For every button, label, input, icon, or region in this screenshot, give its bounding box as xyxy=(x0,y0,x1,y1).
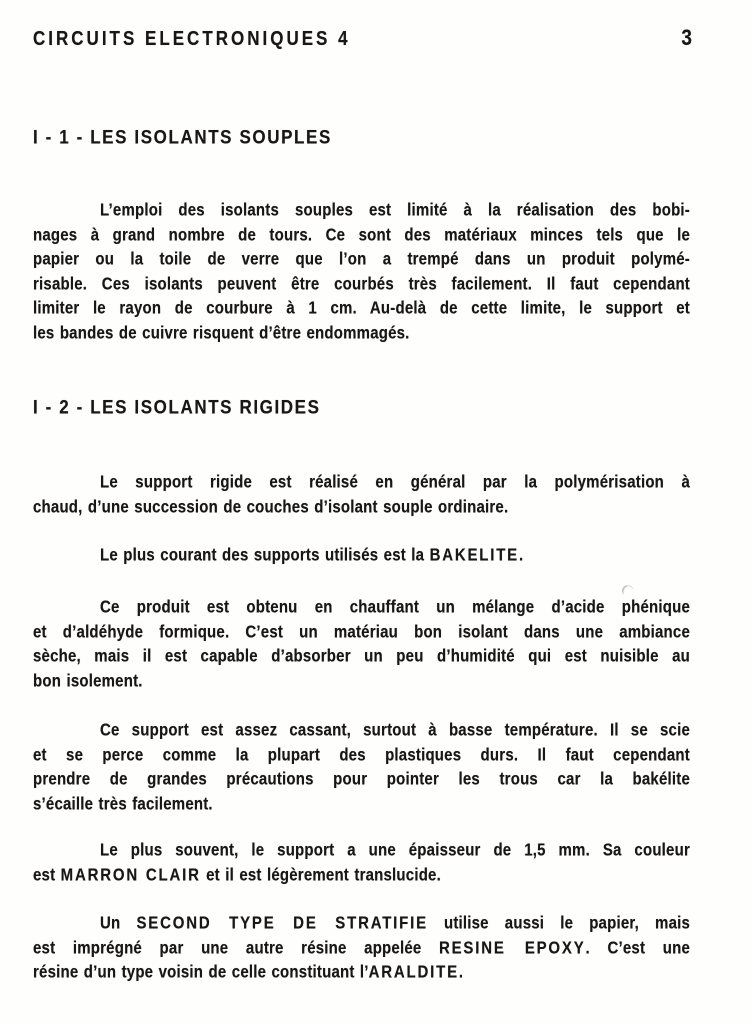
text-line: chaud, d’une succession de couches d’isolant souple ordinaire. xyxy=(33,496,509,517)
text-line: nages à grand nombre de tours. Ce sont des matériaux minces tels que le xyxy=(33,224,690,245)
paragraph xyxy=(33,199,690,346)
text-line: Le plus souvent, le support a une épaisseur de 1,5 mm. Sa couleur xyxy=(100,840,690,861)
text-line: est imprégné par une autre résine appelée RESINE EPOXY. C’est une xyxy=(33,937,690,958)
caps-emphasis: BAKELITE xyxy=(429,545,519,566)
paragraph xyxy=(33,912,690,986)
text-line: papier ou la toile de verre que l’on a trempé dans un produit polymé- xyxy=(33,249,690,270)
text-line: bon isolement. xyxy=(33,670,143,691)
text-line: Le support rigide est réalisé en général par la polymérisation à xyxy=(100,472,690,493)
paragraph xyxy=(33,471,690,520)
text-line: les bandes de cuivre risquent d’être endommagés. xyxy=(33,322,410,343)
text-line: L’emploi des isolants souples est limité à la réalisation des bobi- xyxy=(100,200,690,221)
text-line: Ce support est assez cassant, surtout à basse température. Il se scie xyxy=(100,720,690,741)
text-line: Le plus courant des supports utilisés est la BAKELITE. xyxy=(100,545,524,566)
page-number: 3 xyxy=(681,26,692,51)
text-line: limiter le rayon de courbure à 1 cm. Au-delà de cette limite, le support et xyxy=(33,298,690,319)
page-header xyxy=(33,26,692,52)
text-line: résine d’un type voisin de celle constituant l’ARALDITE. xyxy=(33,962,464,983)
text-line: risable. Ces isolants peuvent être courbés très facilement. Il faut cependant xyxy=(33,273,690,294)
paragraph xyxy=(33,719,690,817)
text-line: et se perce comme la plupart des plastiques durs. Il faut cependant xyxy=(33,744,690,765)
caps-emphasis: SECOND TYPE DE STRATIFIE xyxy=(136,913,428,934)
text-line: est MARRON CLAIR et il est légèrement translucide. xyxy=(33,864,441,885)
text-line: prendre de grandes précautions pour pointer les trous car la bakélite xyxy=(33,769,690,790)
caps-emphasis: RESINE EPOXY xyxy=(439,937,586,958)
paragraph xyxy=(33,596,690,694)
caps-emphasis: ARALDITE xyxy=(368,962,459,983)
text-line: sèche, mais il est capable d’absorber un peu d’humidité qui est nuisible au xyxy=(33,646,690,667)
text-line: Ce produit est obtenu en chauffant un mélange d’acide phénique xyxy=(100,597,690,618)
caps-emphasis: MARRON CLAIR xyxy=(60,864,201,885)
paragraph xyxy=(33,839,690,888)
text-line: s’écaille très facilement. xyxy=(33,793,213,814)
text-line: et d’aldéhyde formique. C’est un matériau bon isolant dans une ambiance xyxy=(33,621,690,642)
paragraph xyxy=(33,544,690,569)
section-heading: I - 2 - LES ISOLANTS RIGIDES xyxy=(33,396,321,418)
text-line: Un SECOND TYPE DE STRATIFIE utilise aussi le papier, mais xyxy=(100,913,691,934)
section-heading: I - 1 - LES ISOLANTS SOUPLES xyxy=(33,126,332,148)
document-title: CIRCUITS ELECTRONIQUES 4 xyxy=(33,27,351,50)
